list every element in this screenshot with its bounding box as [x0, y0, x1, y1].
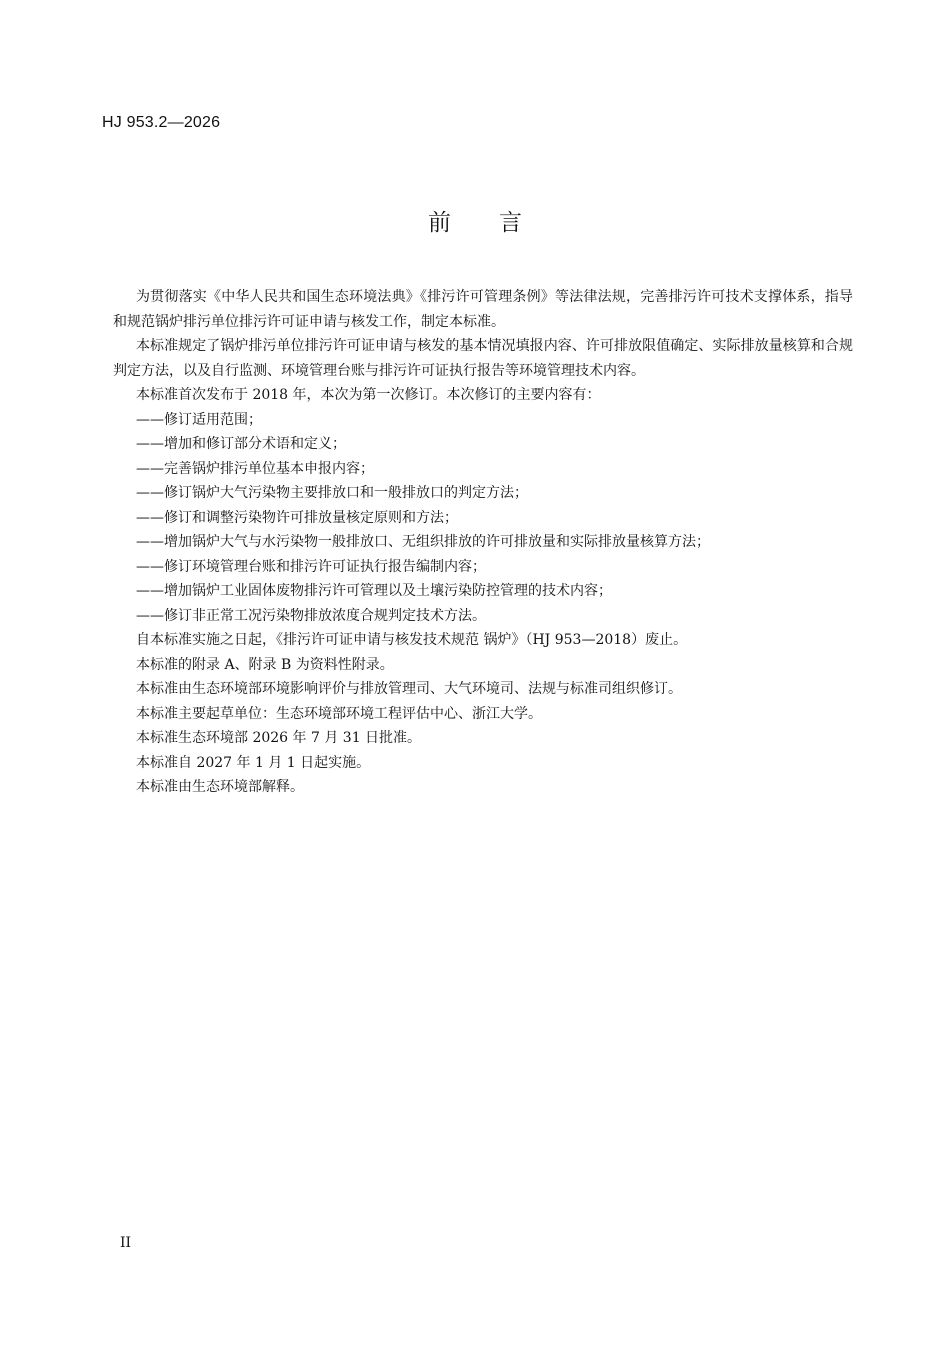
paragraph-interpretation: 本标准由生态环境部解释。 — [136, 779, 304, 795]
paragraph-scope: 本标准规定了锅炉排污单位排污许可证申请与核发的基本情况填报内容、许可排放限值确定、实际排放量核算和合规判定方法，以及自行监测、环境管理台账与排污许可证执行报告等环境管理技术内容。 — [113, 338, 853, 379]
revision-item: ——增加锅炉大气与水污染物一般排放口、无组织排放的许可排放量和实际排放量核算方法； — [136, 534, 710, 550]
revision-item: ——修订锅炉大气污染物主要排放口和一般排放口的判定方法； — [136, 485, 528, 501]
page-title-part2: 言 — [499, 210, 522, 236]
revision-item: ——增加和修订部分术语和定义； — [136, 436, 346, 452]
page-title-part1: 前 — [428, 210, 451, 236]
paragraph-approval: 本标准生态环境部 2026 年 7 月 31 日批准。 — [136, 730, 422, 746]
paragraph-drafters: 本标准主要起草单位：生态环境部环境工程评估中心、浙江大学。 — [136, 705, 542, 722]
page-title — [0, 204, 950, 237]
standard-code: HJ 953.2—2026 — [102, 114, 221, 131]
revision-item: ——完善锅炉排污单位基本申报内容； — [136, 460, 374, 477]
revision-item: ——修订环境管理台账和排污许可证执行报告编制内容； — [136, 558, 486, 575]
paragraph-effective: 本标准自 2027 年 1 月 1 日起实施。 — [136, 754, 371, 771]
revision-item: ——修订非正常工况污染物排放浓度合规判定技术方法。 — [136, 607, 486, 624]
paragraph-organizer: 本标准由生态环境部环境影响评价与排放管理司、大气环境司、法规与标准司组织修订。 — [136, 681, 682, 697]
page-number: II — [120, 1235, 132, 1251]
foreword-body — [113, 285, 853, 800]
paragraph-purpose: 为贯彻落实《中华人民共和国生态环境法典》《排污许可管理条例》等法律法规，完善排污许可技术支撑体系，指导和规范锅炉排污单位排污许可证申请与核发工作，制定本标准。 — [113, 289, 853, 330]
revision-item: ——修订适用范围； — [136, 411, 262, 428]
paragraph-history: 本标准首次发布于 2018 年，本次为第一次修订。本次修订的主要内容有： — [136, 387, 601, 403]
revision-item: ——修订和调整污染物许可排放量核定原则和方法； — [136, 509, 458, 526]
revision-item: ——增加锅炉工业固体废物排污许可管理以及土壤污染防控管理的技术内容； — [136, 583, 612, 599]
paragraph-abolish: 自本标准实施之日起，《排污许可证申请与核发技术规范 锅炉》（HJ 953—2018）废止。 — [136, 632, 688, 648]
paragraph-appendix: 本标准的附录 A、附录 B 为资料性附录。 — [136, 656, 394, 673]
